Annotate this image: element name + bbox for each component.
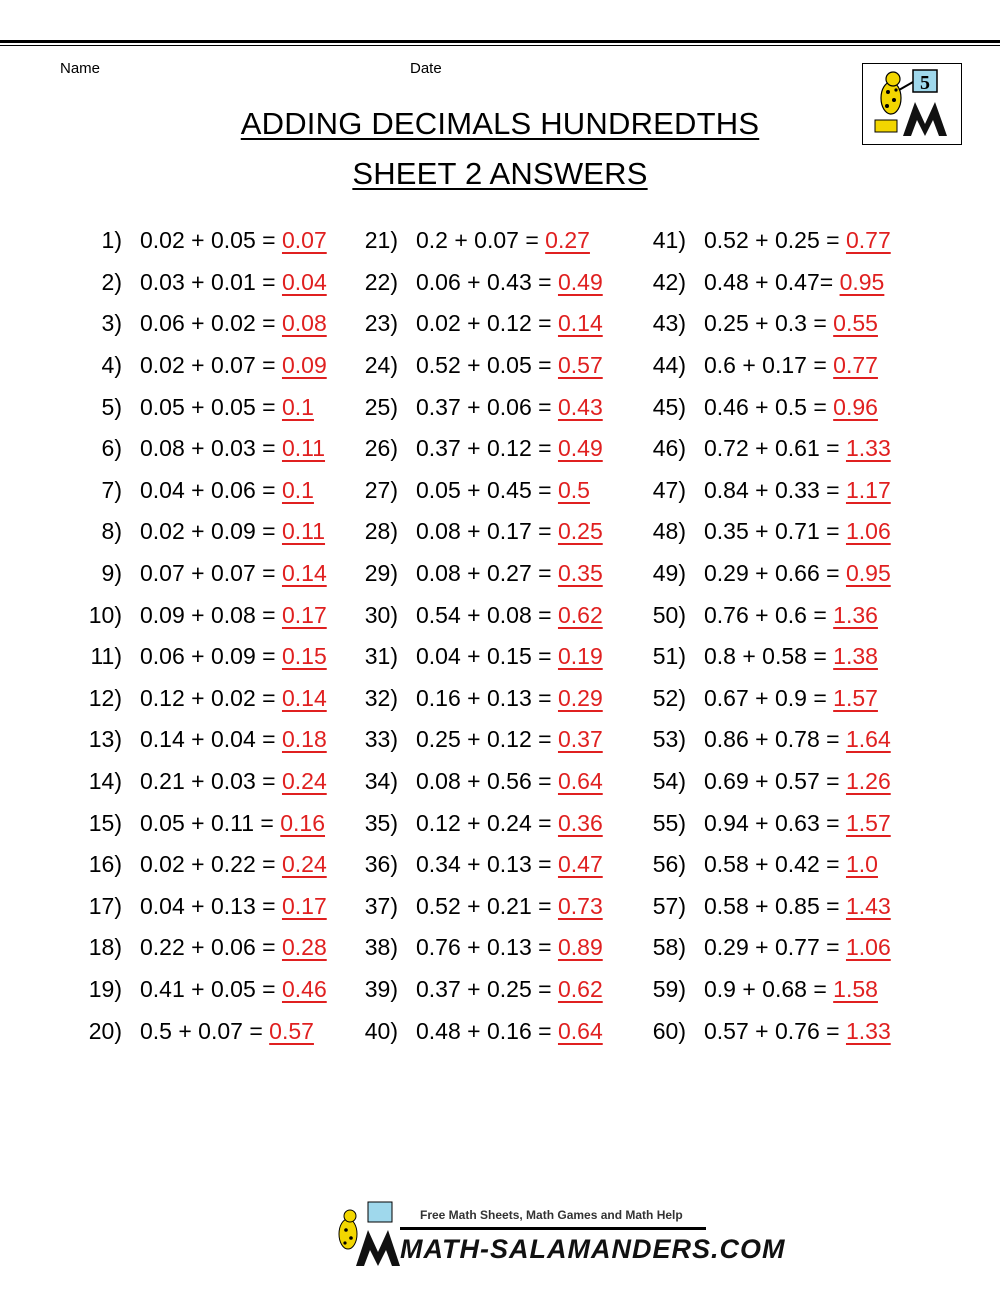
problem-answer: 1.06 [845,518,891,545]
problem-expression: 0.03 + 0.01 = [140,268,276,295]
problem-number: 42) [652,268,686,295]
problem-expression: 0.57 + 0.76 = [704,1017,840,1044]
problem-expression: 0.76 + 0.6 = [704,601,827,628]
problem-expression: 0.67 + 0.9 = [704,684,827,711]
problem-answer: 0.89 [557,934,603,961]
problem-answer: 0.95 [839,268,885,295]
problem-number: 40) [364,1017,398,1044]
problem-expression: 0.35 + 0.71 = [704,518,840,545]
problem-number: 49) [652,560,686,587]
problem-answer: 0.36 [557,809,603,836]
problem-answer: 0.27 [545,227,590,254]
problem-answer: 0.11 [281,435,326,462]
problem-expression: 0.06 + 0.09 = [140,643,276,670]
problem-expression: 0.14 + 0.04 = [140,726,276,753]
problem-number: 58) [652,934,686,961]
problem-expression: 0.37 + 0.12 = [416,435,552,462]
problem-answer: 0.14 [281,684,327,711]
problem-number: 27) [364,476,398,503]
problem-row [646,386,891,428]
problem-row [84,220,327,262]
problem-row [360,511,603,553]
problem-answer: 0.09 [281,352,327,379]
problem-answer: 0.57 [269,1017,314,1044]
problem-row [84,636,327,678]
problem-answer: 0.77 [845,227,891,254]
problems-column-3 [646,220,891,1052]
problems-column-2 [360,220,603,1052]
problem-expression: 0.37 + 0.25 = [416,975,552,1002]
problem-answer: 0.19 [557,643,603,670]
problem-row [84,594,327,636]
problem-number: 23) [364,310,398,337]
problem-expression: 0.02 + 0.09 = [140,518,276,545]
problem-number: 21) [364,227,398,254]
problem-answer: 0.57 [557,352,603,379]
problem-number: 54) [652,768,686,795]
problem-row [646,719,891,761]
problem-row [360,1010,603,1052]
problem-row [360,220,603,262]
problem-expression: 0.48 + 0.47= [704,268,834,295]
problem-row [360,470,603,512]
problem-expression: 0.9 + 0.68 = [704,975,827,1002]
problem-number: 55) [652,809,686,836]
problem-answer: 0.43 [557,393,603,420]
problem-number: 52) [652,684,686,711]
problem-expression: 0.06 + 0.43 = [416,268,552,295]
problem-expression: 0.37 + 0.06 = [416,393,552,420]
problem-answer: 1.64 [845,726,891,753]
problem-expression: 0.04 + 0.15 = [416,643,552,670]
problem-number: 29) [364,560,398,587]
problem-expression: 0.25 + 0.12 = [416,726,552,753]
problem-expression: 0.09 + 0.08 = [140,601,276,628]
problem-expression: 0.25 + 0.3 = [704,310,827,337]
problem-row [360,262,603,304]
problem-expression: 0.41 + 0.05 = [140,975,276,1002]
problem-number: 37) [364,892,398,919]
problem-expression: 0.16 + 0.13 = [416,684,552,711]
problem-row [84,470,327,512]
problem-row [646,594,891,636]
problem-expression: 0.46 + 0.5 = [704,393,827,420]
problem-expression: 0.52 + 0.21 = [416,892,552,919]
problem-number: 60) [652,1017,686,1044]
problem-expression: 0.05 + 0.45 = [416,476,552,503]
problem-number: 32) [364,684,398,711]
problem-number: 17) [88,892,122,919]
problem-answer: 0.11 [281,518,326,545]
problem-row [84,844,327,886]
problem-number: 38) [364,934,398,961]
problem-row [84,886,327,928]
problem-row [84,428,327,470]
problem-expression: 0.52 + 0.25 = [704,227,840,254]
problem-expression: 0.94 + 0.63 = [704,809,840,836]
problem-expression: 0.2 + 0.07 = [416,227,539,254]
problem-expression: 0.02 + 0.22 = [140,851,276,878]
problem-answer: 1.17 [845,476,891,503]
problem-expression: 0.76 + 0.13 = [416,934,552,961]
problem-answer: 1.0 [845,851,878,878]
problem-expression: 0.86 + 0.78 = [704,726,840,753]
problem-answer: 0.14 [557,310,603,337]
problem-row [84,678,327,720]
problem-number: 6) [101,435,122,462]
problem-expression: 0.08 + 0.56 = [416,768,552,795]
problem-expression: 0.05 + 0.05 = [140,393,276,420]
problem-number: 12) [88,684,122,711]
problem-row [646,678,891,720]
problem-row [646,553,891,595]
problem-answer: 0.64 [557,1017,603,1044]
problem-expression: 0.29 + 0.66 = [704,560,840,587]
problems-column-1 [84,220,327,1052]
problem-number: 14) [88,768,122,795]
problem-number: 2) [101,268,122,295]
problem-answer: 0.18 [281,726,327,753]
problem-expression: 0.04 + 0.06 = [140,476,276,503]
problem-answer: 0.25 [557,518,603,545]
problem-answer: 1.26 [845,768,891,795]
problem-number: 56) [652,851,686,878]
problem-row [84,386,327,428]
problem-answer: 1.33 [845,435,891,462]
problem-number: 13) [88,726,122,753]
problem-answer: 0.24 [281,851,327,878]
problem-row [646,969,891,1011]
problem-answer: 0.62 [557,975,603,1002]
problem-row [84,719,327,761]
problem-number: 39) [364,975,398,1002]
problem-expression: 0.52 + 0.05 = [416,352,552,379]
problem-expression: 0.08 + 0.03 = [140,435,276,462]
problem-number: 9) [101,560,122,587]
problem-row [360,844,603,886]
problem-number: 25) [364,393,398,420]
problem-number: 50) [652,601,686,628]
problem-expression: 0.08 + 0.17 = [416,518,552,545]
problem-row [360,969,603,1011]
problem-number: 34) [364,768,398,795]
problem-number: 8) [101,518,122,545]
problem-expression: 0.02 + 0.07 = [140,352,276,379]
problem-answer: 1.57 [845,809,891,836]
problem-number: 5) [101,393,122,420]
problem-row [360,802,603,844]
problem-row [84,927,327,969]
problem-row [646,636,891,678]
problem-row [646,303,891,345]
problem-expression: 0.6 + 0.17 = [704,352,827,379]
problem-number: 48) [652,518,686,545]
problem-number: 31) [364,643,398,670]
problem-row [360,386,603,428]
problem-number: 44) [652,352,686,379]
problem-number: 45) [652,393,686,420]
problem-answer: 0.28 [281,934,327,961]
footer-tagline: Free Math Sheets, Math Games and Math Help [420,1208,683,1222]
problem-expression: 0.58 + 0.42 = [704,851,840,878]
problem-expression: 0.04 + 0.13 = [140,892,276,919]
problem-answer: 0.16 [280,809,326,836]
problem-answer: 0.08 [281,310,327,337]
problem-expression: 0.05 + 0.11 = [140,809,274,836]
problem-expression: 0.5 + 0.07 = [140,1017,263,1044]
problem-answer: 1.43 [845,892,891,919]
name-label: Name [60,60,101,77]
problem-expression: 0.72 + 0.61 = [704,435,840,462]
problem-answer: 0.55 [833,310,878,337]
problem-row [360,594,603,636]
problem-answer: 0.1 [281,393,314,420]
problem-row [360,927,603,969]
problem-number: 41) [652,227,686,254]
page-title: ADDING DECIMALS HUNDREDTHS [240,106,760,141]
problem-number: 7) [101,476,122,503]
problem-answer: 0.77 [833,352,878,379]
problem-number: 22) [364,268,398,295]
problem-answer: 0.49 [557,435,603,462]
problem-answer: 0.5 [557,476,590,503]
problem-number: 1) [101,227,122,254]
problem-answer: 0.47 [557,851,603,878]
problem-row [84,969,327,1011]
problem-number: 20) [88,1017,122,1044]
problem-expression: 0.8 + 0.58 = [704,643,827,670]
problem-number: 28) [364,518,398,545]
date-label: Date [410,60,442,77]
footer-rule [400,1227,706,1230]
problem-answer: 0.96 [833,393,878,420]
problem-expression: 0.07 + 0.07 = [140,560,276,587]
problem-row [360,303,603,345]
problem-answer: 0.35 [557,560,603,587]
problem-number: 10) [88,601,122,628]
problem-row [84,345,327,387]
problem-expression: 0.02 + 0.12 = [416,310,552,337]
problem-answer: 0.73 [557,892,603,919]
problem-number: 43) [652,310,686,337]
problem-row [646,262,891,304]
problem-row [646,886,891,928]
top-rule-thin [0,45,1000,46]
grade-badge: 5 [920,72,930,94]
problem-row [360,678,603,720]
problem-number: 59) [652,975,686,1002]
problem-answer: 0.24 [281,768,327,795]
problem-number: 47) [652,476,686,503]
problem-answer: 1.33 [845,1017,891,1044]
problem-row [84,802,327,844]
problem-number: 51) [652,643,686,670]
problem-row [360,761,603,803]
problem-row [646,470,891,512]
problem-expression: 0.12 + 0.24 = [416,809,552,836]
problem-expression: 0.84 + 0.33 = [704,476,840,503]
problem-row [84,303,327,345]
problem-answer: 0.62 [557,601,603,628]
problem-expression: 0.02 + 0.05 = [140,227,276,254]
problem-number: 16) [88,851,122,878]
problem-row [360,345,603,387]
problem-row [84,761,327,803]
problem-number: 46) [652,435,686,462]
problem-row [646,511,891,553]
problem-expression: 0.54 + 0.08 = [416,601,552,628]
footer-brand: MATH-SALAMANDERS.COM [400,1234,786,1264]
problem-expression: 0.06 + 0.02 = [140,310,276,337]
problem-row [646,345,891,387]
problem-row [360,719,603,761]
problem-number: 11) [90,643,122,670]
problem-row [646,1010,891,1052]
problem-row [84,1010,327,1052]
problem-answer: 0.95 [845,560,891,587]
problem-answer: 0.64 [557,768,603,795]
problem-number: 3) [101,310,122,337]
problem-row [360,428,603,470]
problem-expression: 0.21 + 0.03 = [140,768,276,795]
problem-answer: 1.57 [833,684,878,711]
problem-number: 19) [88,975,122,1002]
problem-row [646,761,891,803]
problem-answer: 0.04 [281,268,327,295]
problem-number: 53) [652,726,686,753]
problem-row [84,511,327,553]
problem-answer: 0.49 [557,268,603,295]
problem-number: 35) [364,809,398,836]
problem-expression: 0.34 + 0.13 = [416,851,552,878]
problem-number: 18) [88,934,122,961]
problem-row [360,886,603,928]
problem-answer: 0.17 [281,601,327,628]
problem-answer: 1.06 [845,934,891,961]
problem-row [646,220,891,262]
problem-row [84,262,327,304]
problem-expression: 0.08 + 0.27 = [416,560,552,587]
problem-row [360,636,603,678]
problem-row [646,428,891,470]
problem-row [360,553,603,595]
problem-answer: 0.1 [281,476,314,503]
problem-answer: 1.36 [833,601,878,628]
problem-row [646,844,891,886]
problem-expression: 0.12 + 0.02 = [140,684,276,711]
problem-number: 33) [364,726,398,753]
problem-answer: 0.37 [557,726,603,753]
problem-number: 26) [364,435,398,462]
problem-row [84,553,327,595]
problem-answer: 0.46 [281,975,327,1002]
top-rule [0,40,1000,43]
problem-expression: 0.69 + 0.57 = [704,768,840,795]
problem-expression: 0.29 + 0.77 = [704,934,840,961]
problem-answer: 0.14 [281,560,327,587]
problem-number: 57) [652,892,686,919]
problem-number: 15) [88,809,122,836]
problem-number: 30) [364,601,398,628]
problem-answer: 0.17 [281,892,327,919]
problem-answer: 1.58 [833,975,878,1002]
problem-expression: 0.48 + 0.16 = [416,1017,552,1044]
problem-number: 4) [101,352,122,379]
problem-answer: 1.38 [833,643,878,670]
problem-row [646,927,891,969]
problem-answer: 0.29 [557,684,603,711]
problem-row [646,802,891,844]
problem-expression: 0.22 + 0.06 = [140,934,276,961]
problem-number: 36) [364,851,398,878]
problem-answer: 0.07 [281,227,327,254]
page-subtitle: SHEET 2 ANSWERS [352,156,648,191]
problem-number: 24) [364,352,398,379]
problem-expression: 0.58 + 0.85 = [704,892,840,919]
problem-answer: 0.15 [281,643,327,670]
